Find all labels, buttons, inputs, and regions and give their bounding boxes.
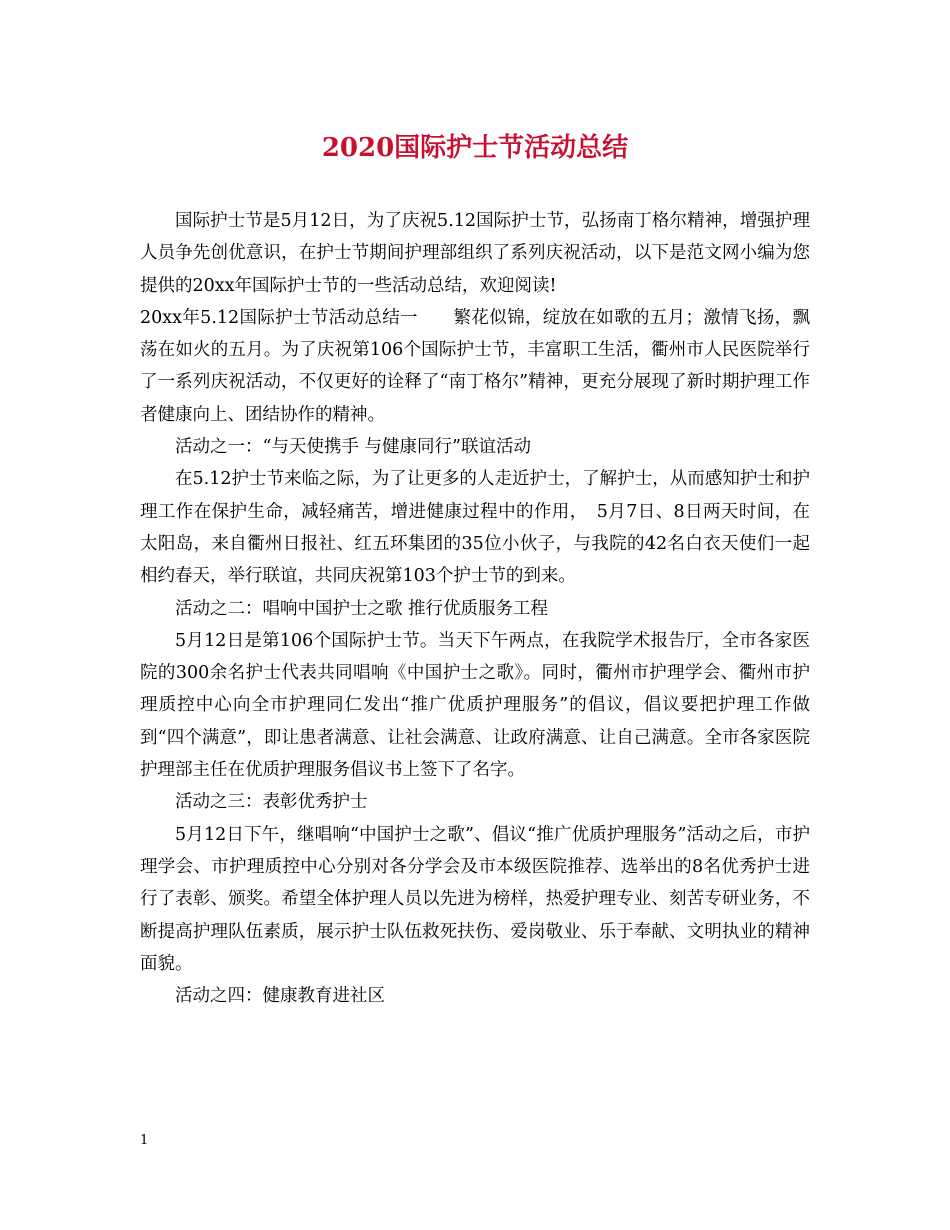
document-body xyxy=(140,205,810,1012)
heading-activity-three: 活动之三：表彰优秀护士 xyxy=(175,792,368,813)
paragraph-activity-three: 5月12日下午，继唱响“中国护士之歌”、倡议“推广优质护理服务”活动之后，市护理学会、市护理质控中心分别对各分学会及市本级医院推荐、选举出的8名优秀护士进行了表彰、颁奖。希望全体护理人员以先进为榜样，热爱护理专业、刻苦专研业务，不断提高护理队伍素质，展示护士队伍救死扶伤、爱岗敬业、乐于奉献、文明执业的精神面貌。 xyxy=(140,824,810,974)
paragraph-intro: 国际护士节是5月12日，为了庆祝5.12国际护士节，弘扬南丁格尔精神，增强护理人员争先创优意识，在护士节期间护理部组织了系列庆祝活动，以下是范文网小编为您提供的20xx年国际护士节的一些活动总结，欢迎阅读! xyxy=(140,211,810,296)
paragraph-activity-two: 5月12日是第106个国际护士节。当天下午两点，在我院学术报告厅，全市各家医院的300余名护士代表共同唱响《中国护士之歌》。同时，衢州市护理学会、衢州市护理质控中心向全市护理同仁发出“推广优质护理服务”的倡议，倡议要把护理工作做到“四个满意”，即让患者满意、让社会满意、让政府满意、让自己满意。全市各家医院护理部主任在优质护理服务倡议书上签下了名字。 xyxy=(140,630,810,781)
heading-activity-one: 活动之一：“与天使携手 与健康同行”联谊活动 xyxy=(175,437,531,458)
heading-activity-four: 活动之四：健康教育进社区 xyxy=(175,986,385,1007)
page-number: 1 xyxy=(140,1133,149,1148)
document-title: 2020国际护士节活动总结 xyxy=(321,133,629,163)
heading-activity-two: 活动之二：唱响中国护士之歌 推行优质服务工程 xyxy=(175,598,549,619)
paragraph-activity-one: 在5.12护士节来临之际，为了让更多的人走近护士，了解护士，从而感知护士和护理工作在保护生命，减轻痛苦，增进健康过程中的作用， 5月7日、8日两天时间，在太阳岛，来自衢州日报社、红五环集团的35位小伙子，与我院的42名白衣天使们一起相约春天，举行联谊，共同庆祝第103个护士节的到来。 xyxy=(140,469,810,587)
paragraph-summary-one: 20xx年5.12国际护士节活动总结一 繁花似锦，绽放在如歌的五月；激情飞扬，飘荡在如火的五月。为了庆祝第106个国际护士节，丰富职工生活，衢州市人民医院举行了一系列庆祝活动，不仅更好的诠释了“南丁格尔”精神，更充分展现了新时期护理工作者健康向上、团结协作的精神。 xyxy=(140,307,810,425)
